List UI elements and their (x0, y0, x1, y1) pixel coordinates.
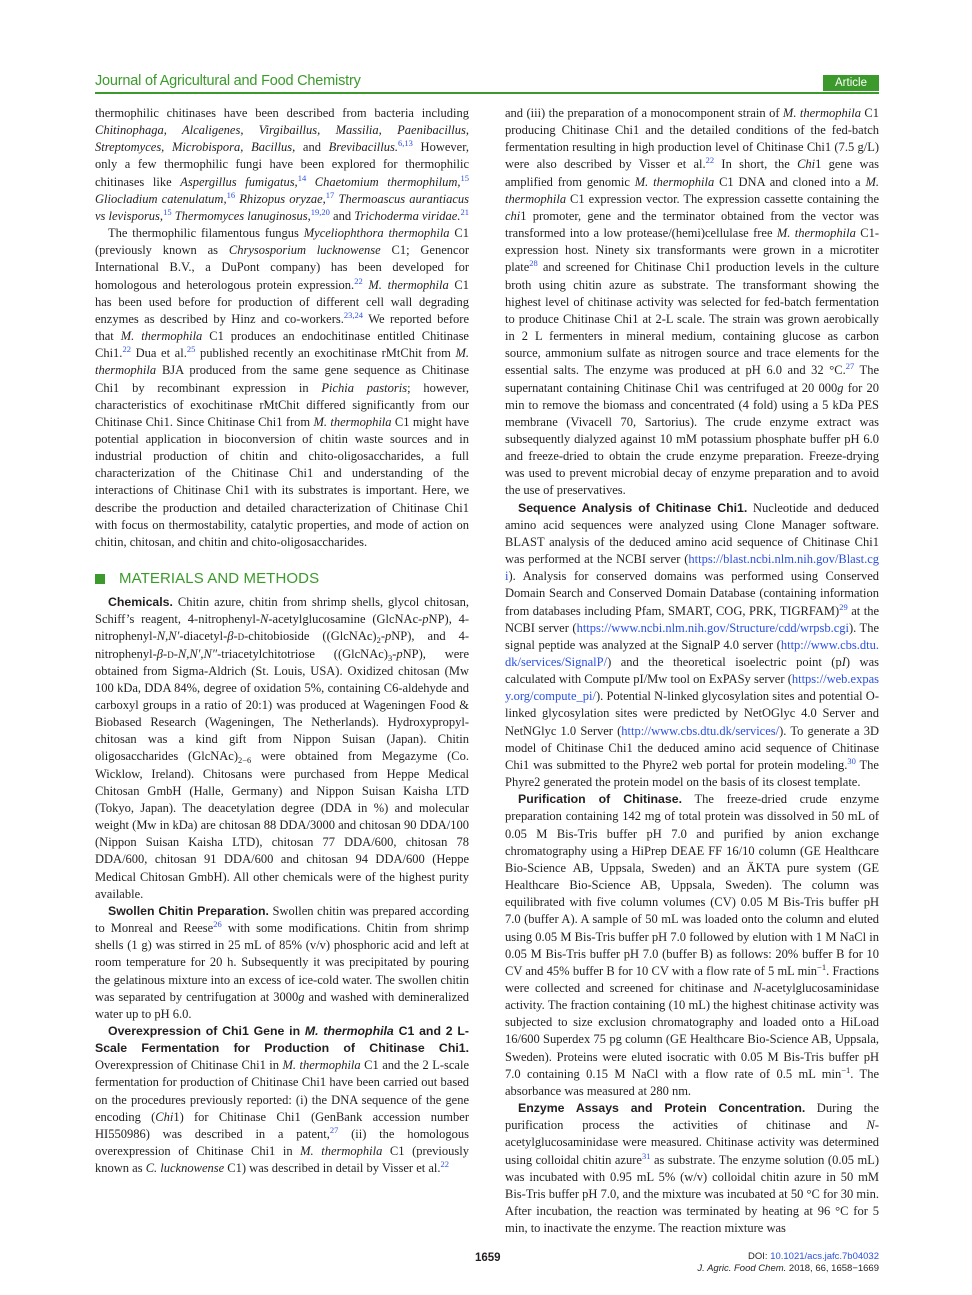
section-square-icon (95, 574, 105, 584)
citation-link[interactable]: 25 (186, 344, 196, 355)
small-caps-text: d (167, 646, 174, 661)
italic-text: p (422, 612, 429, 627)
italic-text: Myceliophthora thermophila (303, 226, 450, 241)
doi-link[interactable]: 10.1021/acs.jafc.7b04032 (770, 1251, 879, 1263)
italic-text: Pichia pastoris (321, 380, 408, 395)
citation-link[interactable]: 15 (163, 206, 172, 217)
italic-text: Trichoderma viridae. (354, 208, 461, 223)
right-column (505, 105, 879, 1237)
citation-link[interactable]: 27 (329, 1124, 339, 1135)
paragraph-swollen-chitin: Swollen Chitin Preparation. Swollen chitin was prepared according to Monreal and Reese$^{26}$ with some modifications. Chitin from shrimp shells (1 g) was stirred in 25 mL of 85% (v/v) phosphoric acid and left at room temperature for 20 h. Subsequently it was precipitated by pouring the gelatinous mixture into an excess of ice-cold water. The swollen chitin was separated by centrifugation at 3000g and washed with demineralized water up to pH 6.0. (95, 903, 470, 1021)
subsection-heading: Overexpression of Chi1 Gene in (108, 1023, 305, 1038)
subsection-heading: Enzyme Assays and Protein Concentration. (518, 1101, 806, 1116)
italic-text: M. thermophila (776, 226, 856, 241)
journal-abbrev: J. Agric. Food Chem. (697, 1263, 787, 1275)
italic-text: M. thermophila (95, 346, 469, 378)
italic-text: g (298, 989, 305, 1004)
italic-text: Aspergillus fumigatus, (180, 174, 298, 189)
volume-pages: 2018, 66, 1658−1669 (786, 1263, 879, 1275)
superscript: −1 (817, 961, 827, 972)
italic-text: I (841, 655, 846, 669)
italic-text: N,N′,N″ (177, 646, 218, 661)
italic-text: β (227, 629, 234, 644)
italic-text: M. thermophila (313, 414, 392, 429)
url-link[interactable]: https://web.expasy.org/compute_pi/ (505, 672, 879, 704)
section-heading-materials-methods (95, 569, 469, 588)
italic-text: p (396, 646, 403, 661)
subsection-heading: Chemicals. (108, 595, 173, 610)
citation-link[interactable]: 19,20 (310, 206, 330, 217)
citation-link[interactable]: 21 (460, 206, 469, 217)
italic-text: M. thermophila (505, 174, 879, 206)
citation-link[interactable]: 23,24 (343, 309, 363, 320)
footer-citation (697, 1251, 879, 1275)
italic-text: chi (505, 208, 521, 223)
citation-link[interactable]: 22 (354, 275, 363, 286)
superscript: −1 (841, 1064, 851, 1075)
subscript: 2−6 (238, 755, 252, 766)
subsection-heading: Purification of Chitinase. (518, 792, 682, 807)
left-column (95, 105, 469, 1177)
citation-link[interactable]: 22 (122, 344, 131, 355)
italic-text: M. thermophila (634, 174, 715, 189)
paragraph-sequence-analysis: Sequence Analysis of Chitinase Chi1. Nucleotide and deduced amino acid sequences were analyzed using Clone Manager software. BLAST analysis of the deduced amino acid sequence of Chitinase Chi1 was performed at the NCBI server (https://blast.ncbi.nlm.nih.gov/Blast.cgi). Analysis for conserved domains was performed using Conserved Domain Search and Conserved Domain Database (containing information from databases including Pfam, SMART, COG, PRK, TIGRFAM)$^{29}$ at the NCBI server (https://www.ncbi.nlm.nih.gov/Structure/cdd/wrpsb.cgi). The signal peptide was analyzed at the SignalP 4.0 server (http://www.cbs.dtu.dk/services/SignalP/) and the theoretical isoelectric point (pI) was calculated with Compute pI/Mw tool on ExPASy server (https://web.expasy.org/compute_pi/). Potential N-linked glycosylation sites and potential O-linked glycosylation sites were predicted by NetOGlyc 4.0 Server and NetNGlyc 1.0 Server (http://www.cbs.dtu.dk/services/). To generate a 3D model of Chitinase Chi1 the deduced amino acid sequence of Chitinase Chi1 was submitted to the Phyre2 web portal for protein modeling.$^{30}$ The Phyre2 generated the protein model on the basis of its closest template. (505, 500, 880, 790)
small-caps-text: d (237, 629, 245, 644)
citation-link[interactable]: 28 (529, 258, 538, 269)
citation-link[interactable]: 30 (847, 755, 856, 766)
subsection-heading: C1 and 2 L-Scale Fermentation for Production of Chitinase Chi1. (95, 1023, 470, 1056)
journal-title: Journal of Agricultural and Food Chemistry (95, 73, 361, 89)
italic-text: N (260, 612, 269, 627)
italic-text: M. thermophila (782, 106, 861, 120)
url-link[interactable]: https://blast.ncbi.nlm.nih.gov/Blast.cgi (505, 552, 879, 584)
page-number: 1659 (475, 1252, 501, 1265)
paragraph-enzyme-assays: Enzyme Assays and Protein Concentration. During the purification process the activities of chitinase and N-acetylglucosaminidase were measured. Chitinase activity was determined using colloidal chitin azure$^{31}$ as substrate. The enzyme solution (0.05 mL) was incubated with 0.95 mL 5% (w/v) colloidal chitin azure in 50 mM Bis-Tris buffer pH 7.0, and the mixture was incubated at 50 °C for 30 min. After incubation, the reaction was terminated by heating at 96 °C for 5 min, to inactivate the enzyme. The reaction mixture was (505, 1101, 880, 1236)
paragraph-overexpression: Overexpression of Chi1 Gene in M. thermophila C1 and 2 L-Scale Fermentation for Production of Chitinase Chi1. Overexpression of Chitinase Chi1 in M. thermophila C1 and the 2 L-scale fermentation for production of Chitinase Chi1 have been carried out based on the procedures previously reported: (i) the DNA sequence of the gene encoding (Chi1) for Chitinase Chi1 (GenBank accession number HI550986) was described in a patent,$^{27}$ (ii) the homologous overexpression of Chitinase Chi1 in M. thermophila C1 (previously known as C. lucknowense C1) was described in detail by Visser et al.$^{22}$ (95, 1023, 470, 1176)
page-footer (95, 1251, 879, 1295)
subsection-heading-italic: M. thermophila (304, 1023, 394, 1038)
italic-text: g (837, 380, 844, 395)
citation-link[interactable]: 15 (460, 172, 469, 183)
italic-text: Brevibacillus. (328, 140, 398, 155)
citation-link[interactable]: 14 (297, 172, 307, 183)
italic-text: N (753, 980, 762, 995)
italic-text: M. thermophila (368, 277, 449, 292)
italic-text: M. thermophila (120, 329, 203, 344)
citation-link[interactable]: 22 (440, 1159, 449, 1170)
citation-link[interactable]: 22 (705, 155, 715, 166)
url-link[interactable]: http://www.cbs.dtu.dk/services/ (621, 723, 780, 738)
italic-text: C. lucknowense (145, 1161, 225, 1176)
italic-text: Rhizopus oryzae, (239, 191, 326, 206)
italic-text: N (866, 1118, 875, 1133)
italic-text: Chi (797, 157, 816, 172)
citation-link[interactable]: 16 (226, 189, 236, 200)
italic-text: p (384, 629, 392, 644)
italic-text: Chrysosporium lucknowense (228, 243, 381, 258)
citation-link[interactable]: 26 (213, 919, 222, 930)
italic-text: Chaetomium thermophilum, (314, 174, 461, 189)
paragraph-overexpression-continued: and (iii) the preparation of a monocomponent strain of M. thermophila C1 producing Chitinase Chi1 and the detailed conditions of the fed-batch fermentation resulting in high production level of Chitinase Chi1 (7.5 g/L) were also described by Visser et al.$^{22}$ In short, the Chi1 gene was amplified from genomic M. thermophila C1 DNA and cloned into a M. thermophila C1 expression vector. The expression cassette containing the chi1 promoter, gene and the terminator obtained from the vector was transformed into a low protease/(hemi)cellulase free M. thermophila C1-expression host. Ninety six transformants were grown in a microtiter plate$^{28}$ and screened for Chitinase Chi1 production levels in the culture broth using chitin azure as substrate. The transformant showing the highest level of chitinase activity was selected for fed-batch fermentation to produce Chitinase Chi1 at 2-L scale. The strain was grown aerobically in 2 L fermenters in mineral medium, containing glucose as carbon source, ammonium sulfate as nitrogen source and trace elements for the essential salts. The enzyme was produced at pH 6.0 and 32 °C.$^{27}$ The supernatant containing Chitinase Chi1 was centrifuged at 20 000g for 20 min to remove the biomass and concentrated (4 fold) using a 5 kDa PES membrane (Vivacell 70, Sartorius). The crude enzyme extract was subsequently dialyzed against 10 mM potassium phosphate buffer pH 6.0 and freeze-dried to obtain the crude enzyme preparation. Freeze-drying was used to prevent microbial decay of enzyme preparation and to avoid the use of preservatives. (505, 106, 880, 498)
citation-link[interactable]: 6,13 (397, 138, 413, 149)
doi-label: DOI: (748, 1251, 771, 1263)
italic-text: M. thermophila (300, 1144, 383, 1159)
italic-text: Thermoascus aurantiacus vs levisporus, (95, 191, 470, 223)
citation-link[interactable]: 27 (845, 361, 855, 372)
citation-link[interactable]: 29 (839, 601, 848, 612)
url-link[interactable]: https://www.ncbi.nlm.nih.gov/Structure/cdd/wrpsb.cgi (576, 620, 849, 635)
italic-text: Thermomyces lanuginosus, (174, 208, 311, 223)
italic-text: Chi (155, 1109, 174, 1124)
italic-text: N,N′ (156, 629, 180, 644)
italic-text: M. thermophila (282, 1058, 361, 1073)
italic-text: β (156, 646, 164, 661)
subscript: 3 (387, 652, 393, 663)
subsection-heading: Sequence Analysis of Chitinase Chi1. (518, 500, 748, 515)
article-body (95, 0, 879, 1237)
url-link[interactable]: http://www.cbs.dtu.dk/services/SignalP/ (505, 637, 879, 669)
paragraph-chemicals: Chemicals. Chitin azure, chitin from shrimp shells, glycol chitosan, Schiff’s reagent, 4-nitrophenyl-N-acetylglucosamine (GlcNAc-pNP), 4-nitrophenyl-N,N′-diacetyl-β-d-chitobioside $((GlcNAc)_2-pNP)$, and 4-nitrophenyl-β-d-N,N′,N″-triacetylchitotriose $((GlcNAc)_3-pNP)$, were obtained from Sigma-Aldrich (St. Louis, USA). Oxidized chitosan (Mw 100 kDa, DDA 84%, degree of oxidation 5%, containing C6-aldehyde and carboxyl groups in a ratio of 20:1) was produced at Wageningen Food & Biobased Research (Wageningen, The Netherlands). Hydroxypropyl-chitosan was a kind gift from Nippon Suisan (Japan). Chitin oligosaccharides $(GlcNAc)_{2-6}$ were obtained from Megazyme (Co. Wicklow, Ireland). Chitosans were purchased from Heppe Medical Chitosan GmbH (Halle, Germany) and Nippon Suisan Kaisha LTD (Tokyo, Japan). The deacetylation degree (DDA in %) and molecular weight (Mw in kDa) are chitosan 88 DDA/3000 and chitosan 90 DDA/100 (Nippon Suisan Kaisha LTD), chitosan 77 DDA/600, chitosan 78 DDA/600, chitosan 91 DDA/600 and chitosan 94 DDA/600 (Heppe Medical Chitosan GmbH). All other chemicals were of the highest purity available. (95, 595, 470, 901)
paragraph-intro-continued: thermophilic chitinases have been described from bacteria including Chitinophaga, Alcaligenes, Virgibaillus, Massilia, Paenibacillus, Streptomyces, Microbispora, Bacillus, and Brevibacillus.$^{6,13}$ However, only a few thermophilic fungi have been explored for thermophilic chitinases like Aspergillus fumigatus,$^{14}$ Chaetomium thermophilum,$^{15}$ Gliocladium catenulatum,$^{16}$ Rhizopus oryzae,$^{17}$ Thermoascus aurantiacus vs levisporus,$^{15}$ Thermomyces lanuginosus,$^{19,20}$ and Trichoderma viridae.$^{21}$ (95, 106, 470, 223)
section-title: MATERIALS AND METHODS (119, 570, 320, 588)
citation-link[interactable]: 17 (325, 189, 335, 200)
article-type-badge: Article (823, 75, 879, 91)
italic-text: Gliocladium catenulatum, (95, 191, 227, 206)
citation-link[interactable]: 31 (641, 1150, 651, 1161)
subsection-heading: Swollen Chitin Preparation. (108, 903, 269, 918)
subscript: 2 (376, 635, 381, 646)
paragraph-intro-fungus: The thermophilic filamentous fungus Myceliophthora thermophila C1 (previously known as Chrysosporium lucknowense C1; Genencor International B.V., a DuPont company) has been developed for homologous and heterologous protein expression.$^{22}$ M. thermophila C1 has been used before for production of different cell wall degrading enzymes as described by Hinz and co-workers.$^{23,24}$ We reported before that M. thermophila C1 produces an endochitinase entitled Chitinase Chi1.22 Dua et al.$^{25}$ published recently an exochitinase rMtChit from M. thermophila BJA produced from the same gene sequence as Chitinase Chi1 by recombinant expression in Pichia pastoris; however, characteristics of exochitinase rMtChit differed significantly from our Chitinase Chi1. Since Chitinase Chi1 from M. thermophila C1 might have potential application in bioconversion of chitin waste sources and in industrial production of chitin and chito-oligosaccharides, a full characterization of the Chitinase Chi1 and understanding of the interactions of Chitinase Chi1 with its substrates is important. Here, we describe the production and detailed characterization of Chitinase Chi1 with focus on thermostability, catalytic properties, and mode of action on chitin, chitosan, and chitin and chito-oligosaccharides. (95, 226, 470, 549)
paragraph-purification: Purification of Chitinase. The freeze-dried crude enzyme preparation containing 142 mg of total protein was dissolved in 50 mL of 0.05 M Bis-Tris buffer pH 7.0 and purified by anion exchange chromatography using a HiPrep DEAE FF 16/10 column (GE Healthcare Bio-Science AB, Uppsala, Sweden) and an ÄKTA pure system (GE Healthcare Bio-Science AB, Uppsala, Sweden). The column was equilibrated with five column volumes (CV) 0.05 M Bis-Tris buffer pH 7.0 (buffer A). A sample of 50 mL was loaded onto the column and eluted using 0.05 M Bis-Tris buffer pH 7.0 followed by elution with 1 M NaCl in 0.05 M Bis-Tris buffer pH 7.0 (buffer B) as follows: 20% buffer B for 10 CV and 45% buffer B for 10 CV with a flow rate of 5 mL $\min^{-1}$. Fractions were collected and screened for chitinase and N-acetylglucosaminidase activity. The fraction containing (10 mL) the highest chitinase activity was subjected to size exclusion chromatography and loaded onto a HiLoad 16/600 Superdex 75 pg column (GE Healthcare Bio-Science AB, Uppsala, Sweden). Proteins were eluted isocratic with 0.05 M Bis-Tris buffer pH 7.0 containing 0.15 M NaCl with a flow rate of 0.5 mL $\min^{-1}$. The absorbance was measured at 280 nm. (505, 792, 879, 1098)
italic-text: Chitinophaga, Alcaligenes, Virgibaillus, Massilia, Paenibacillus, Streptomyces, Microbispora, Bacillus, (95, 123, 469, 155)
